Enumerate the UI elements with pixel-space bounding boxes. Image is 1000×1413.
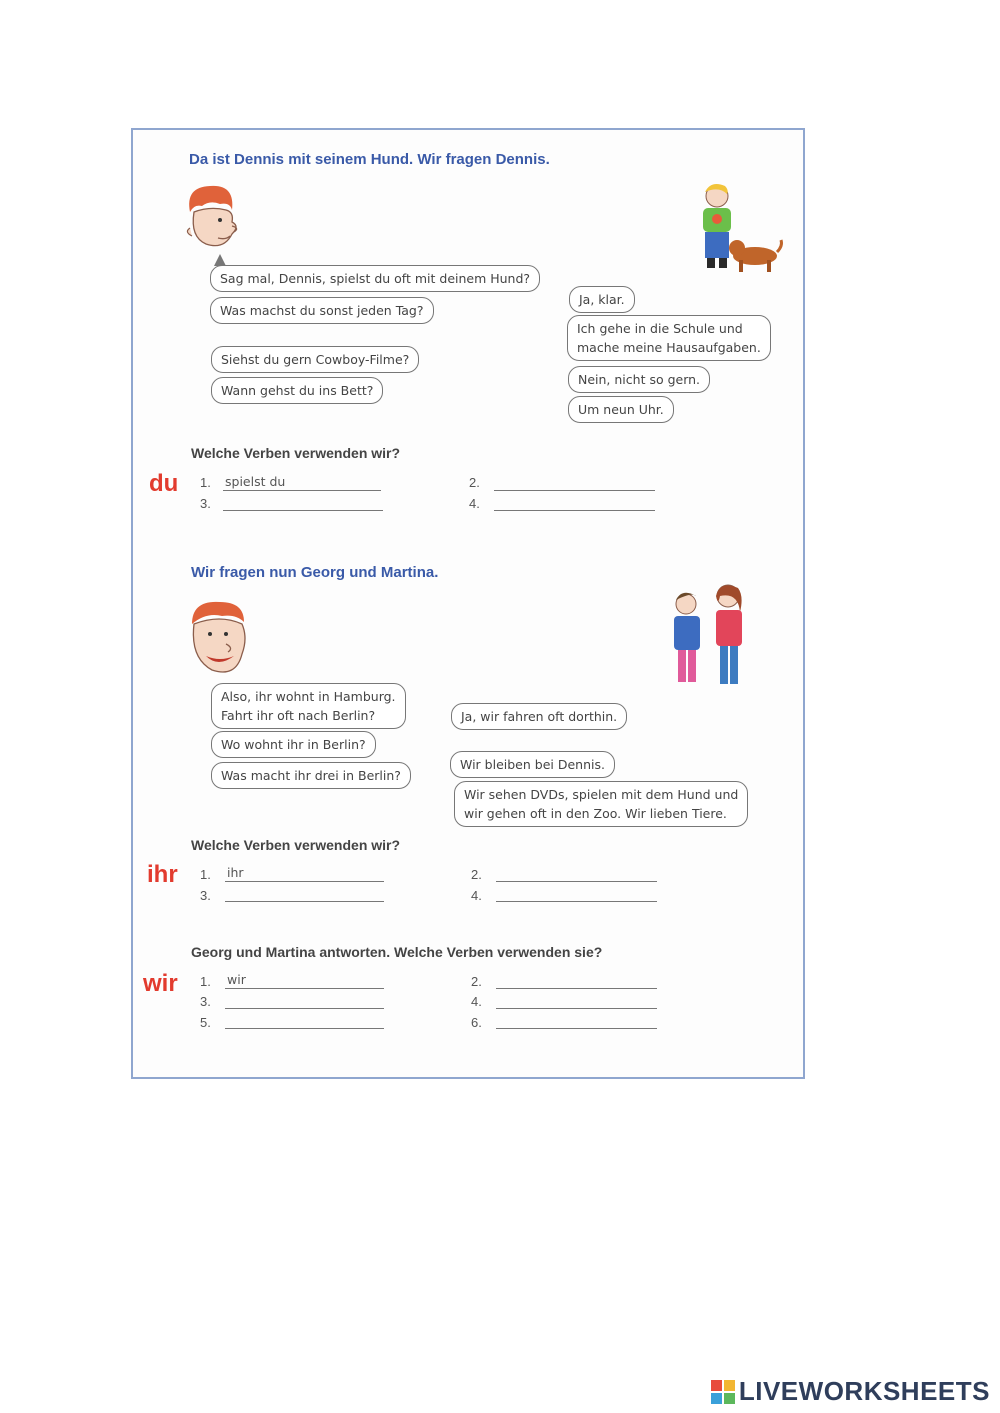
answer-bubble-2-line-1: Ich gehe in die Schule und	[577, 321, 743, 336]
blank-number: 2.	[471, 974, 482, 989]
section2-title: Wir fragen nun Georg und Martina.	[191, 564, 439, 581]
question-bubble-2: Was machst du sonst jeden Tag?	[210, 297, 434, 324]
answer-blank-ihr-4[interactable]	[496, 886, 657, 902]
blank-number: 1.	[200, 867, 211, 882]
blank-number: 6.	[471, 1015, 482, 1030]
pronoun-du-label: du	[149, 470, 179, 497]
section1-title: Da ist Dennis mit seinem Hund. Wir fragen Dennis.	[189, 151, 550, 168]
blank-number: 2.	[469, 475, 480, 490]
georg-martina-illustration	[668, 582, 754, 698]
answer-bubble-2	[567, 315, 771, 361]
question-bubble-5	[211, 683, 406, 729]
blank-number: 4.	[469, 496, 480, 511]
answer-blank-du-3[interactable]	[223, 495, 383, 511]
question-bubble-1: Sag mal, Dennis, spielst du oft mit deinem Hund?	[210, 265, 540, 292]
answer-blank-wir-6[interactable]	[496, 1013, 657, 1029]
answer-blank-ihr-1[interactable]: ihr	[225, 866, 384, 882]
question-bubble-4: Wann gehst du ins Bett?	[211, 377, 383, 404]
answer-blank-wir-2[interactable]	[496, 973, 657, 989]
question-bubble-6: Wo wohnt ihr in Berlin?	[211, 731, 376, 758]
question-bubble-5-line-1: Also, ihr wohnt in Hamburg.	[221, 689, 396, 704]
blank-number: 4.	[471, 888, 482, 903]
answer-bubble-4: Um neun Uhr.	[568, 396, 674, 423]
bubble-tail	[214, 254, 226, 266]
blank-number: 1.	[200, 974, 211, 989]
answer-blank-wir-3[interactable]	[225, 993, 384, 1009]
blank-number: 1.	[200, 475, 211, 490]
answer-bubble-7-line-2: wir gehen oft in den Zoo. Wir lieben Tiere.	[464, 806, 727, 821]
section1-prompt: Welche Verben verwenden wir?	[191, 445, 401, 461]
blank-number: 2.	[471, 867, 482, 882]
liveworksheets-brand: LIVEWORKSHEETS	[738, 1376, 990, 1406]
answer-blank-ihr-3[interactable]	[225, 886, 384, 902]
pronoun-ihr-label: ihr	[147, 861, 178, 888]
section3-prompt: Georg und Martina antworten. Welche Verben verwenden sie?	[191, 944, 603, 960]
blank-number: 3.	[200, 888, 211, 903]
liveworksheets-logo-icon	[711, 1380, 735, 1404]
question-bubble-5-line-2: Fahrt ihr oft nach Berlin?	[221, 708, 376, 723]
liveworksheets-footer	[711, 1376, 990, 1407]
blank-number: 5.	[200, 1015, 211, 1030]
answer-blank-du-4[interactable]	[494, 495, 655, 511]
answer-bubble-3: Nein, nicht so gern.	[568, 366, 710, 393]
answer-blank-wir-5[interactable]	[225, 1013, 384, 1029]
dennis-with-dog-illustration	[693, 180, 785, 280]
boy-head-smiling-illustration	[186, 598, 252, 680]
answer-bubble-7	[454, 781, 748, 827]
pronoun-wir-label: wir	[143, 970, 178, 997]
answer-bubble-7-line-1: Wir sehen DVDs, spielen mit dem Hund und	[464, 787, 739, 802]
answer-blank-du-2[interactable]	[494, 475, 655, 491]
boy-head-illustration	[180, 182, 246, 258]
blank-number: 3.	[200, 496, 211, 511]
section2-prompt: Welche Verben verwenden wir?	[191, 837, 401, 853]
question-bubble-3: Siehst du gern Cowboy-Filme?	[211, 346, 419, 373]
question-bubble-7: Was macht ihr drei in Berlin?	[211, 762, 411, 789]
answer-bubble-2-line-2: mache meine Hausaufgaben.	[577, 340, 761, 355]
answer-blank-wir-1[interactable]: wir	[225, 973, 384, 989]
answer-blank-ihr-2[interactable]	[496, 866, 657, 882]
answer-bubble-6: Wir bleiben bei Dennis.	[450, 751, 615, 778]
answer-blank-du-1[interactable]: spielst du	[223, 475, 381, 491]
answer-blank-wir-4[interactable]	[496, 993, 657, 1009]
blank-number: 3.	[200, 994, 211, 1009]
blank-number: 4.	[471, 994, 482, 1009]
answer-bubble-5: Ja, wir fahren oft dorthin.	[451, 703, 627, 730]
answer-bubble-1: Ja, klar.	[569, 286, 635, 313]
